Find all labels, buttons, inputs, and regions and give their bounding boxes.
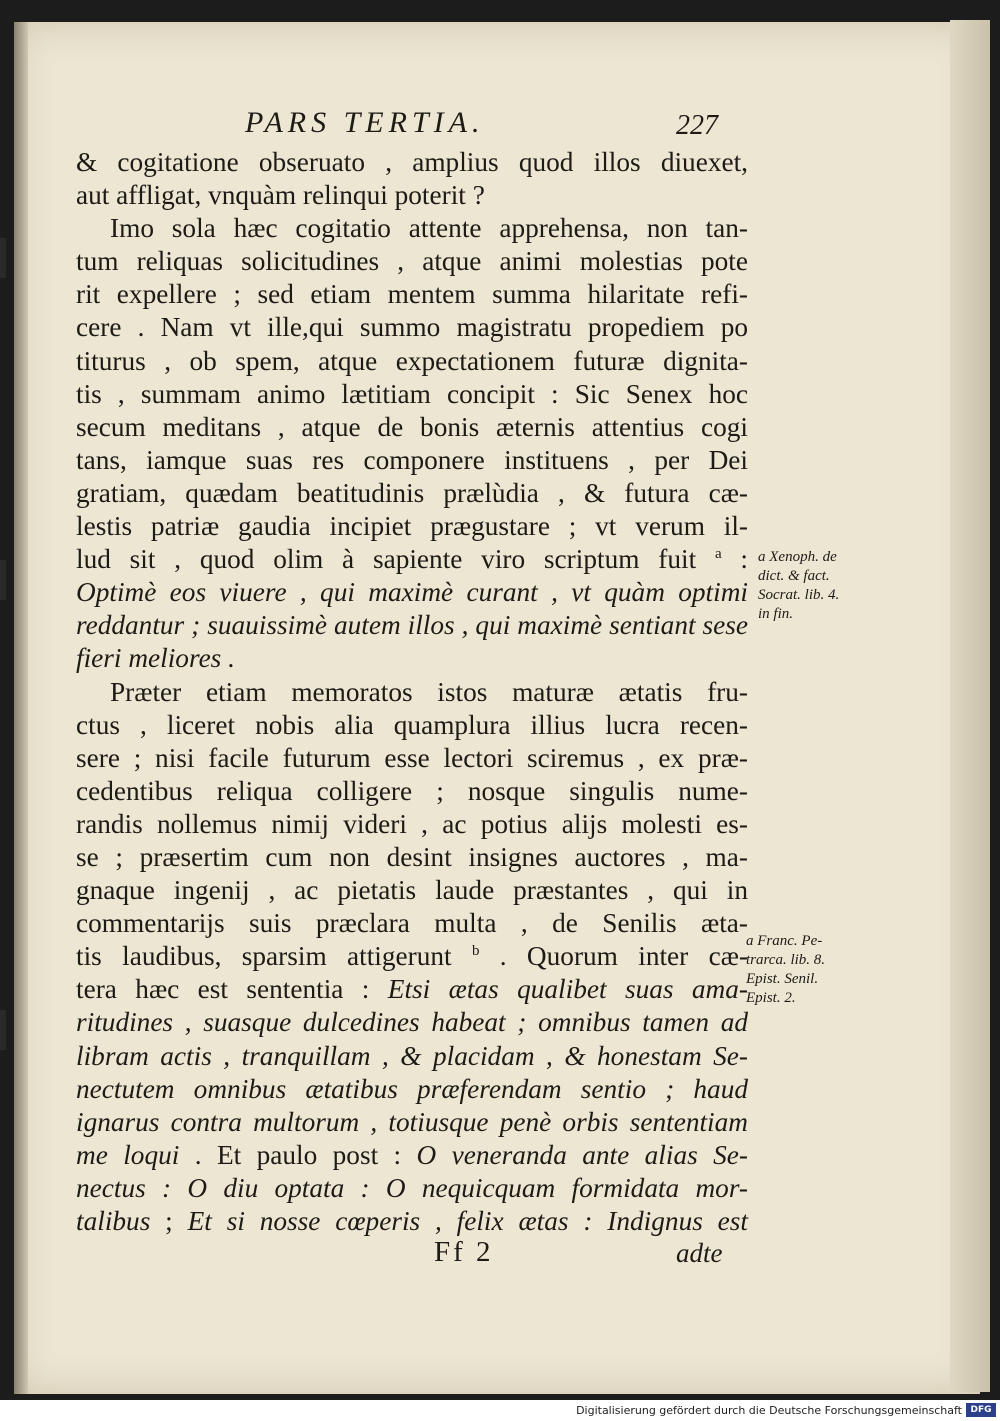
text-line (76, 378, 748, 411)
text-run: ctus , liceret nobis alia quamplura illius lucra recen- (76, 709, 748, 740)
text-run: talibus (76, 1206, 151, 1236)
margin-note-line: Epist. 2. (746, 990, 796, 1006)
text-line (76, 411, 748, 444)
margin-note-line: Epist. Senil. (746, 971, 819, 987)
page-number: 227 (676, 110, 718, 141)
text-line (76, 576, 748, 609)
margin-note-petrarca (746, 932, 825, 1008)
text-run: Optimè eos viuere , qui maximè curant , vt quàm optimi (76, 577, 748, 608)
footer-credit: Digitalisierung gefördert durch die Deutsche Forschungsgemeinschaft (576, 1404, 962, 1417)
page-fold-edge (950, 20, 990, 1392)
running-head: PARS TERTIA. (245, 106, 485, 139)
footnote-marker: b (471, 943, 480, 960)
text-line (76, 311, 748, 344)
text-line (76, 1073, 748, 1106)
text-line (76, 642, 748, 675)
margin-note-line: Socrat. lib. 4. (758, 587, 840, 603)
text-run: me loqui (76, 1139, 180, 1170)
text-run: nectutem omnibus ætatibus præferendam sentio ; haud (76, 1073, 748, 1104)
text-line (76, 1205, 748, 1238)
text-run: nectus : O diu optata : O nequicquam formidata mor- (76, 1172, 748, 1203)
catchword: adte (676, 1238, 723, 1268)
text-run: se ; præsertim cum non desint insignes auctores , ma- (76, 841, 748, 872)
text-line (76, 477, 748, 510)
text-line (76, 510, 748, 543)
dfg-logo: DFG (966, 1403, 996, 1417)
text-run: : (721, 544, 748, 575)
text-run: aut affligat, vnquàm relinqui poterit ? (76, 180, 485, 211)
margin-note-line: in fin. (758, 606, 794, 622)
text-run: Præter etiam memoratos istos maturæ ætatis fru- (110, 676, 748, 707)
text-line (76, 973, 748, 1006)
text-line (76, 1172, 748, 1205)
text-run: . Et paulo post : (179, 1139, 417, 1170)
text-run: lud sit , quod olim à sapiente viro scriptum fuit (76, 544, 715, 575)
text-run: lestis patriæ gaudia incipiet prægustare ; vt verum il- (76, 511, 748, 542)
text-line (76, 676, 748, 709)
text-line (76, 245, 748, 278)
text-run: O veneranda ante alias Se- (416, 1139, 748, 1170)
text-run: gnaque ingenij , ac pietatis laude præstantes , qui in (76, 875, 748, 906)
text-line (76, 907, 748, 940)
margin-note-line: trarca. lib. 8. (746, 952, 826, 968)
footer-bar (0, 1400, 1000, 1421)
text-line (76, 808, 748, 841)
text-run: rit expellere ; sed etiam mentem summa hilaritate refi- (76, 279, 748, 310)
clip-mark (0, 1010, 6, 1050)
text-run: commentarijs suis præclara multa , de Senilis æta- (76, 908, 748, 939)
text-line (76, 1106, 748, 1139)
margin-note-line: a Xenoph. de (758, 549, 837, 565)
text-run: fieri meliores . (76, 643, 235, 674)
text-run: cere . Nam vt ille,qui summo magistratu propediem po (76, 312, 748, 343)
text-line (76, 841, 748, 874)
text-run: ignarus contra multorum , totiusque penè orbis sententiam (76, 1106, 748, 1137)
text-line (76, 278, 748, 311)
text-line (76, 609, 748, 642)
text-run: secum meditans , atque de bonis æternis attentius cogi (76, 411, 748, 442)
margin-note-xenophon (758, 548, 839, 624)
text-line (76, 345, 748, 378)
text-line (76, 874, 748, 907)
text-run: & cogitatione obseruato , amplius quod illos diuexet, (76, 147, 748, 177)
text-line (76, 179, 748, 212)
margin-note-line: a Franc. Pe- (746, 933, 823, 949)
text-line (76, 1040, 748, 1073)
clip-mark (0, 238, 6, 278)
binding-edge (14, 22, 28, 1394)
margin-note-line: dict. & fact. (758, 568, 830, 584)
text-run: reddantur ; suauissimè autem illos , qui maximè sentiant sese (76, 610, 748, 641)
text-line (76, 742, 748, 775)
text-run: randis nollemus nimij videri , ac potius alijs molesti es- (76, 808, 748, 839)
text-run: cedentibus reliqua colligere ; nosque singulis nume- (76, 775, 748, 806)
text-run: tera hæc est sententia : (76, 974, 388, 1005)
text-line (76, 1006, 748, 1039)
text-line (76, 444, 748, 477)
text-run: ; (150, 1206, 188, 1236)
text-line (76, 146, 748, 179)
body-text (76, 146, 748, 1238)
text-line (76, 543, 748, 576)
text-run: ritudines , suasque dulcedines habeat ; omnibus tamen ad (76, 1007, 748, 1038)
text-run: . Quorum inter cæ- (479, 941, 748, 972)
text-run: libram actis , tranquillam , & placidam , & honestam Se- (76, 1040, 748, 1071)
text-line (76, 940, 748, 973)
footnote-marker: a (714, 546, 722, 563)
text-run: tis , summam animo lætitiam concipit : Sic Senex hoc (76, 378, 748, 409)
text-run: gratiam, quædam beatitudinis prælùdia , & futura cæ- (76, 477, 748, 508)
text-line (76, 1139, 748, 1172)
text-line (76, 775, 748, 808)
text-line (76, 709, 748, 742)
text-run: Imo sola hæc cogitatio attente apprehensa, non tan- (110, 213, 748, 244)
text-run: Et si nosse cœperis , felix ætas : Indignus est (187, 1206, 748, 1236)
text-run: tans, iamque suas res componere instituens , per Dei (76, 444, 748, 475)
text-run: titurus , ob spem, atque expectationem futuræ dignita- (76, 345, 748, 376)
clip-mark (0, 560, 6, 600)
text-line (76, 212, 748, 245)
text-run: Etsi ætas qualibet suas ama- (387, 974, 748, 1005)
text-run: tis laudibus, sparsim attigerunt (76, 941, 472, 972)
signature-mark: Ff 2 (434, 1236, 494, 1268)
text-run: sere ; nisi facile futurum esse lectori sciremus , ex præ- (76, 742, 748, 773)
text-run: tum reliquas solicitudines , atque animi molestias pote (76, 246, 748, 277)
